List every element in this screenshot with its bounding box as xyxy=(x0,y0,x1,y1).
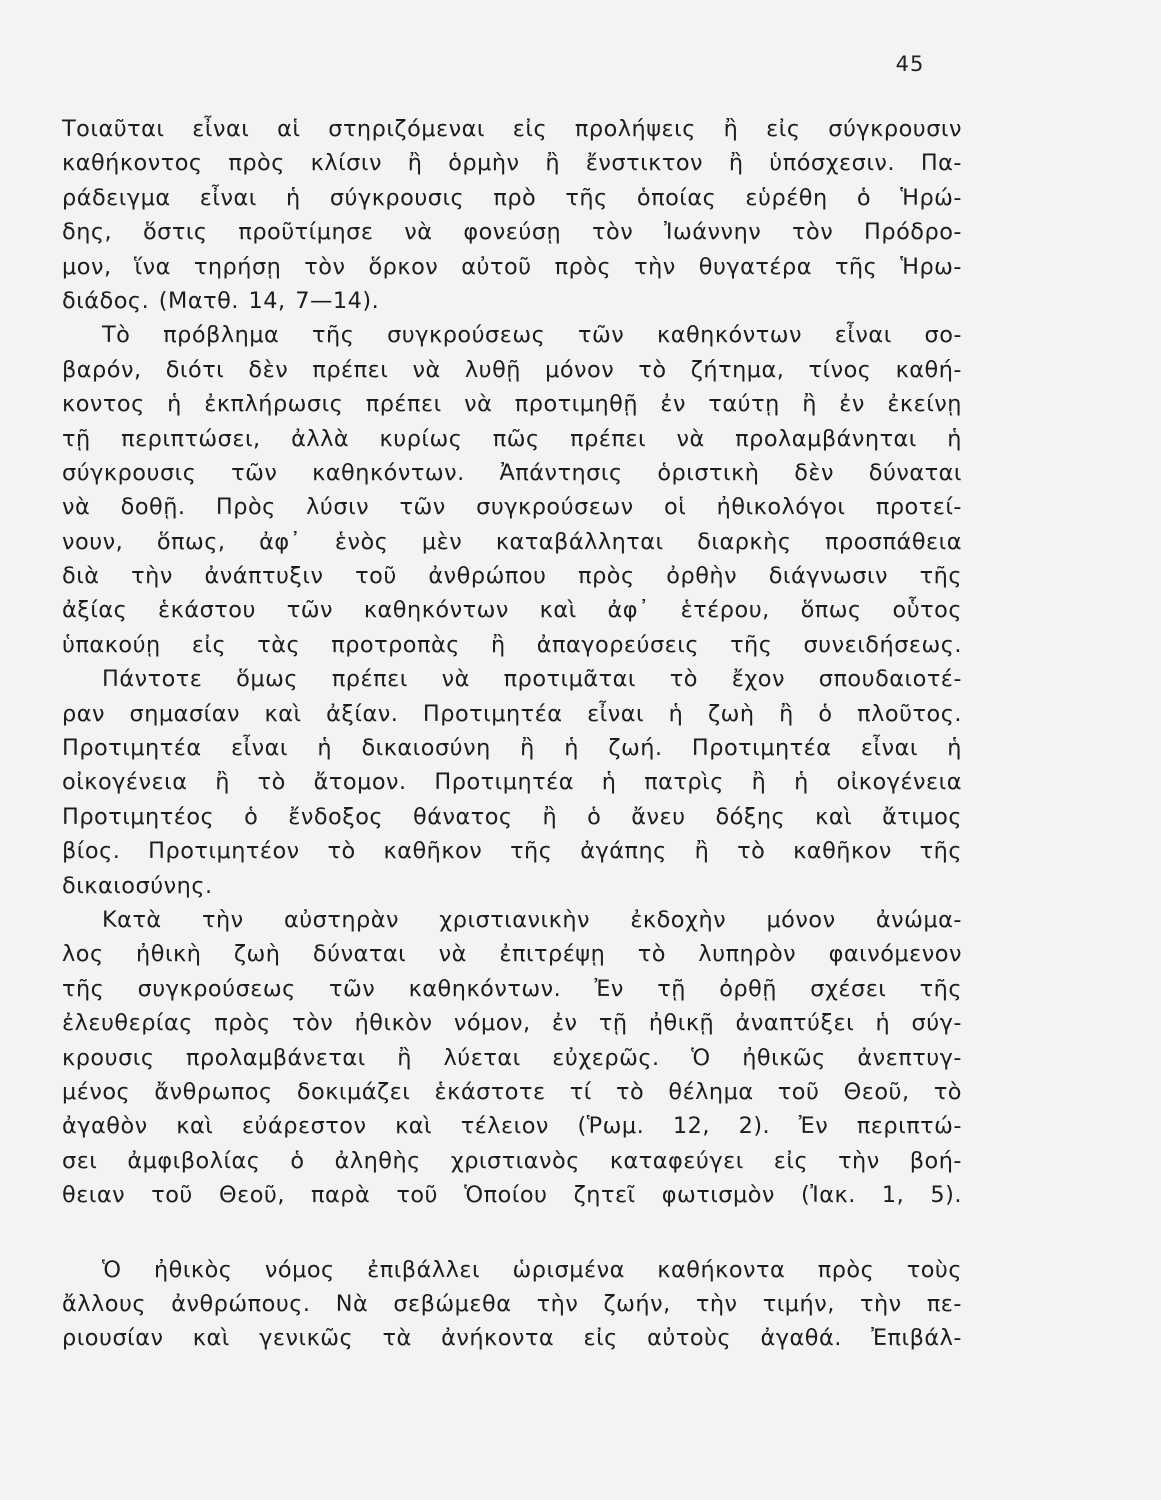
text-line: ἐλευθερίας πρὸς τὸν ἠθικὸν νόμον, ἐν τῇ ἠθικῇ ἀναπτύξει ἡ σύγ- xyxy=(62,1010,962,1037)
text-line: Προτιμητέα εἶναι ἡ δικαιοσύνη ἢ ἡ ζωή. Προτιμητέα εἶναι ἡ xyxy=(62,735,962,762)
text-line: θειαν τοῦ Θεοῦ, παρὰ τοῦ Ὁποίου ζητεῖ φωτισμὸν (Ἰακ. 1, 5). xyxy=(62,1182,962,1209)
text-line: νουν, ὅπως, ἀφ᾽ ἑνὸς μὲν καταβάλληται διαρκὴς προσπάθεια xyxy=(62,528,962,555)
text-line: ραν σημασίαν καὶ ἀξίαν. Προτιμητέα εἶναι ἡ ζωὴ ἢ ὁ πλοῦτος. xyxy=(62,700,962,727)
text-line: σει ἀμφιβολίας ὁ ἀληθὴς χριστιανὸς καταφεύγει εἰς τὴν βοή- xyxy=(62,1147,962,1174)
text-line: σύγκρουσις τῶν καθηκόντων. Ἀπάντησις ὁριστικὴ δὲν δύναται xyxy=(62,459,962,486)
text-line: Πάντοτε ὅμως πρέπει νὰ προτιμᾶται τὸ ἔχον σπουδαιοτέ- xyxy=(102,666,962,693)
text-line: ράδειγμα εἶναι ἡ σύγκρουσις πρὸ τῆς ὁποίας εὑρέθη ὁ Ἡρώ- xyxy=(62,184,962,211)
text-line: Τοιαῦται εἶναι αἱ στηριζόμεναι εἰς προλήψεις ἢ εἰς σύγκρουσιν xyxy=(62,116,962,142)
text-line: Προτιμητέος ὁ ἔνδοξος θάνατος ἢ ὁ ἄνευ δόξης καὶ ἄτιμος xyxy=(62,803,962,830)
text-line: καθήκοντος πρὸς κλίσιν ἢ ὁρμὴν ἢ ἔνστικτον ἢ ὑπόσχεσιν. Πα- xyxy=(62,150,962,177)
text-line: βίος. Προτιμητέον τὸ καθῆκον τῆς ἀγάπης ἢ τὸ καθῆκον τῆς xyxy=(62,838,962,865)
text-line: διὰ τὴν ἀνάπτυξιν τοῦ ἀνθρώπου πρὸς ὀρθὴν διάγνωσιν τῆς xyxy=(62,563,962,590)
text-line: ριουσίαν καὶ γενικῶς τὰ ἀνήκοντα εἰς αὐτοὺς ἀγαθά. Ἐπιβάλ- xyxy=(62,1325,962,1352)
text-line: ἀγαθὸν καὶ εὐάρεστον καὶ τέλειον (Ῥωμ. 12, 2). Ἐν περιπτώ- xyxy=(62,1113,962,1140)
paragraph xyxy=(62,318,962,662)
text-line: κοντος ἡ ἐκπλήρωσις πρέπει νὰ προτιμηθῇ ἐν ταύτῃ ἢ ἐν ἐκείνῃ xyxy=(62,391,962,418)
text-line: Κατὰ τὴν αὐστηρὰν χριστιανικὴν ἐκδοχὴν μόνον ἀνώμα- xyxy=(102,906,962,933)
page-number: 45 xyxy=(895,52,925,76)
text-line: τῆς συγκρούσεως τῶν καθηκόντων. Ἐν τῇ ὀρθῇ σχέσει τῆς xyxy=(62,975,962,1002)
text-line: διάδος. (Ματθ. 14, 7—14). xyxy=(62,287,380,314)
text-line: Τὸ πρόβλημα τῆς συγκρούσεως τῶν καθηκόντων εἶναι σο- xyxy=(102,322,962,349)
text-line: λος ἠθικὴ ζωὴ δύναται νὰ ἐπιτρέψῃ τὸ λυπηρὸν φαινόμενον xyxy=(62,941,962,968)
text-line: νὰ δοθῇ. Πρὸς λύσιν τῶν συγκρούσεων οἱ ἠθικολόγοι προτεί- xyxy=(62,494,962,521)
text-line: κρουσις προλαμβάνεται ἢ λύεται εὐχερῶς. Ὁ ἠθικῶς ἀνεπτυγ- xyxy=(62,1044,962,1071)
paragraph xyxy=(62,903,962,1213)
text-line: οἰκογένεια ἢ τὸ ἄτομον. Προτιμητέα ἡ πατρὶς ἢ ἡ οἰκογένεια xyxy=(62,769,962,796)
main-text xyxy=(62,112,962,1356)
text-line: ἀξίας ἑκάστου τῶν καθηκόντων καὶ ἀφ᾽ ἑτέρου, ὅπως οὗτος xyxy=(62,597,962,624)
text-line: δης, ὅστις προῦτίμησε νὰ φονεύσῃ τὸν Ἰωάννην τὸν Πρόδρο- xyxy=(62,219,962,246)
paragraph xyxy=(62,662,962,903)
text-line: τῇ περιπτώσει, ἀλλὰ κυρίως πῶς πρέπει νὰ προλαμβάνηται ἡ xyxy=(62,425,962,452)
text-line: μον, ἵνα τηρήσῃ τὸν ὅρκον αὐτοῦ πρὸς τὴν θυγατέρα τῆς Ἡρω- xyxy=(62,253,962,280)
text-line: μένος ἄνθρωπος δοκιμάζει ἑκάστοτε τί τὸ θέλημα τοῦ Θεοῦ, τὸ xyxy=(62,1078,962,1105)
paragraph xyxy=(62,112,962,318)
closing-paragraph xyxy=(62,1253,962,1356)
text-line: ὑπακούῃ εἰς τὰς προτροπὰς ἢ ἀπαγορεύσεις τῆς συνειδήσεως. xyxy=(62,631,962,658)
text-line: βαρόν, διότι δὲν πρέπει νὰ λυθῇ μόνον τὸ ζήτημα, τίνος καθή- xyxy=(62,356,962,383)
text-line: ἄλλους ἀνθρώπους. Νὰ σεβώμεθα τὴν ζωήν, τὴν τιμήν, τὴν πε- xyxy=(62,1290,962,1317)
text-line: δικαιοσύνης. xyxy=(62,872,213,899)
text-line: Ὁ ἠθικὸς νόμος ἐπιβάλλει ὡρισμένα καθήκοντα πρὸς τοὺς xyxy=(102,1256,962,1283)
section-gap xyxy=(62,1213,962,1253)
